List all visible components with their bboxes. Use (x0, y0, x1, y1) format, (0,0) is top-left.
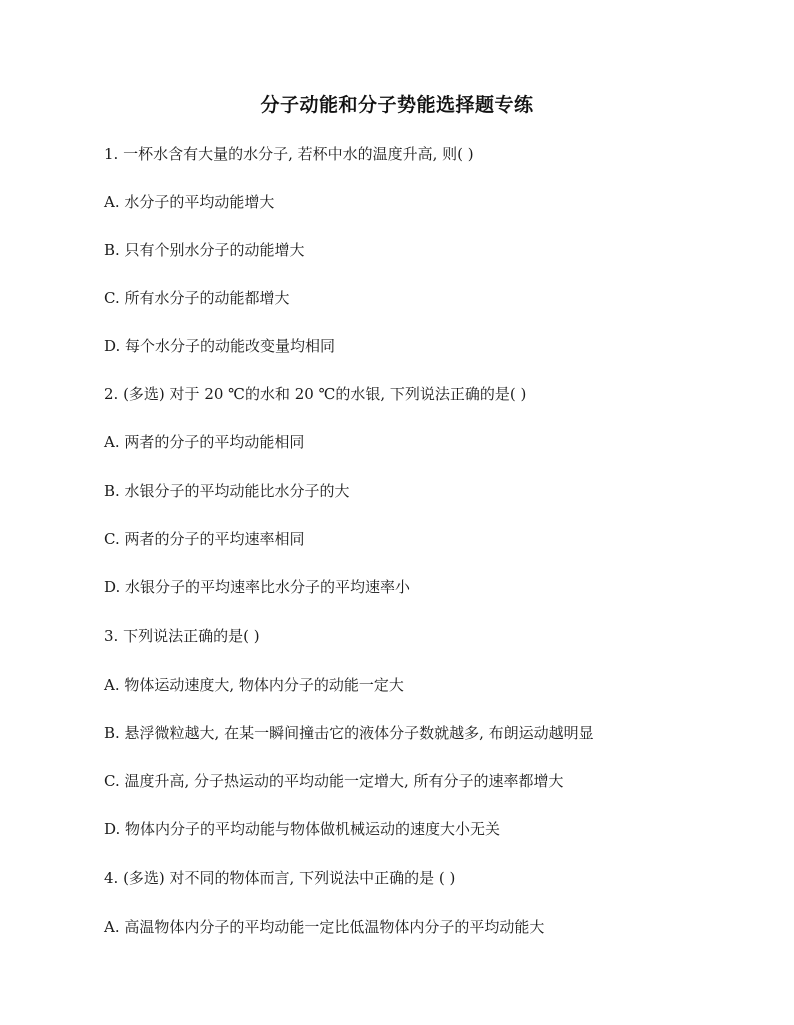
question-1-stem: 1. 一杯水含有大量的水分子, 若杯中水的温度升高, 则( ) (104, 145, 474, 163)
question-1-option-b: B. 只有个别水分子的动能增大 (104, 241, 305, 259)
question-4-option-a: A. 高温物体内分子的平均动能一定比低温物体内分子的平均动能大 (104, 918, 545, 936)
question-3-option-d: D. 物体内分子的平均动能与物体做机械运动的速度大小无关 (104, 820, 501, 838)
question-2-option-b: B. 水银分子的平均动能比水分子的大 (104, 482, 350, 500)
document-title: 分子动能和分子势能选择题专练 (260, 94, 534, 116)
question-1-option-c: C. 所有水分子的动能都增大 (104, 289, 290, 307)
question-1-option-d: D. 每个水分子的动能改变量均相同 (104, 337, 336, 355)
question-1-option-a: A. 水分子的平均动能增大 (104, 193, 275, 211)
question-3-option-b: B. 悬浮微粒越大, 在某一瞬间撞击它的液体分子数就越多, 布朗运动越明显 (104, 724, 594, 742)
question-3-stem: 3. 下列说法正确的是( ) (104, 627, 260, 645)
question-2-option-c: C. 两者的分子的平均速率相同 (104, 530, 305, 548)
question-3-option-a: A. 物体运动速度大, 物体内分子的动能一定大 (104, 676, 404, 694)
question-2-option-a: A. 两者的分子的平均动能相同 (104, 433, 305, 451)
question-4-stem: 4. (多选) 对不同的物体而言, 下列说法中正确的是 ( ) (104, 869, 456, 887)
question-3-option-c: C. 温度升高, 分子热运动的平均动能一定增大, 所有分子的速率都增大 (104, 772, 564, 790)
question-2-stem: 2. (多选) 对于 20 ℃的水和 20 ℃的水银, 下列说法正确的是( ) (104, 385, 527, 403)
question-2-option-d: D. 水银分子的平均速率比水分子的平均速率小 (104, 578, 411, 596)
